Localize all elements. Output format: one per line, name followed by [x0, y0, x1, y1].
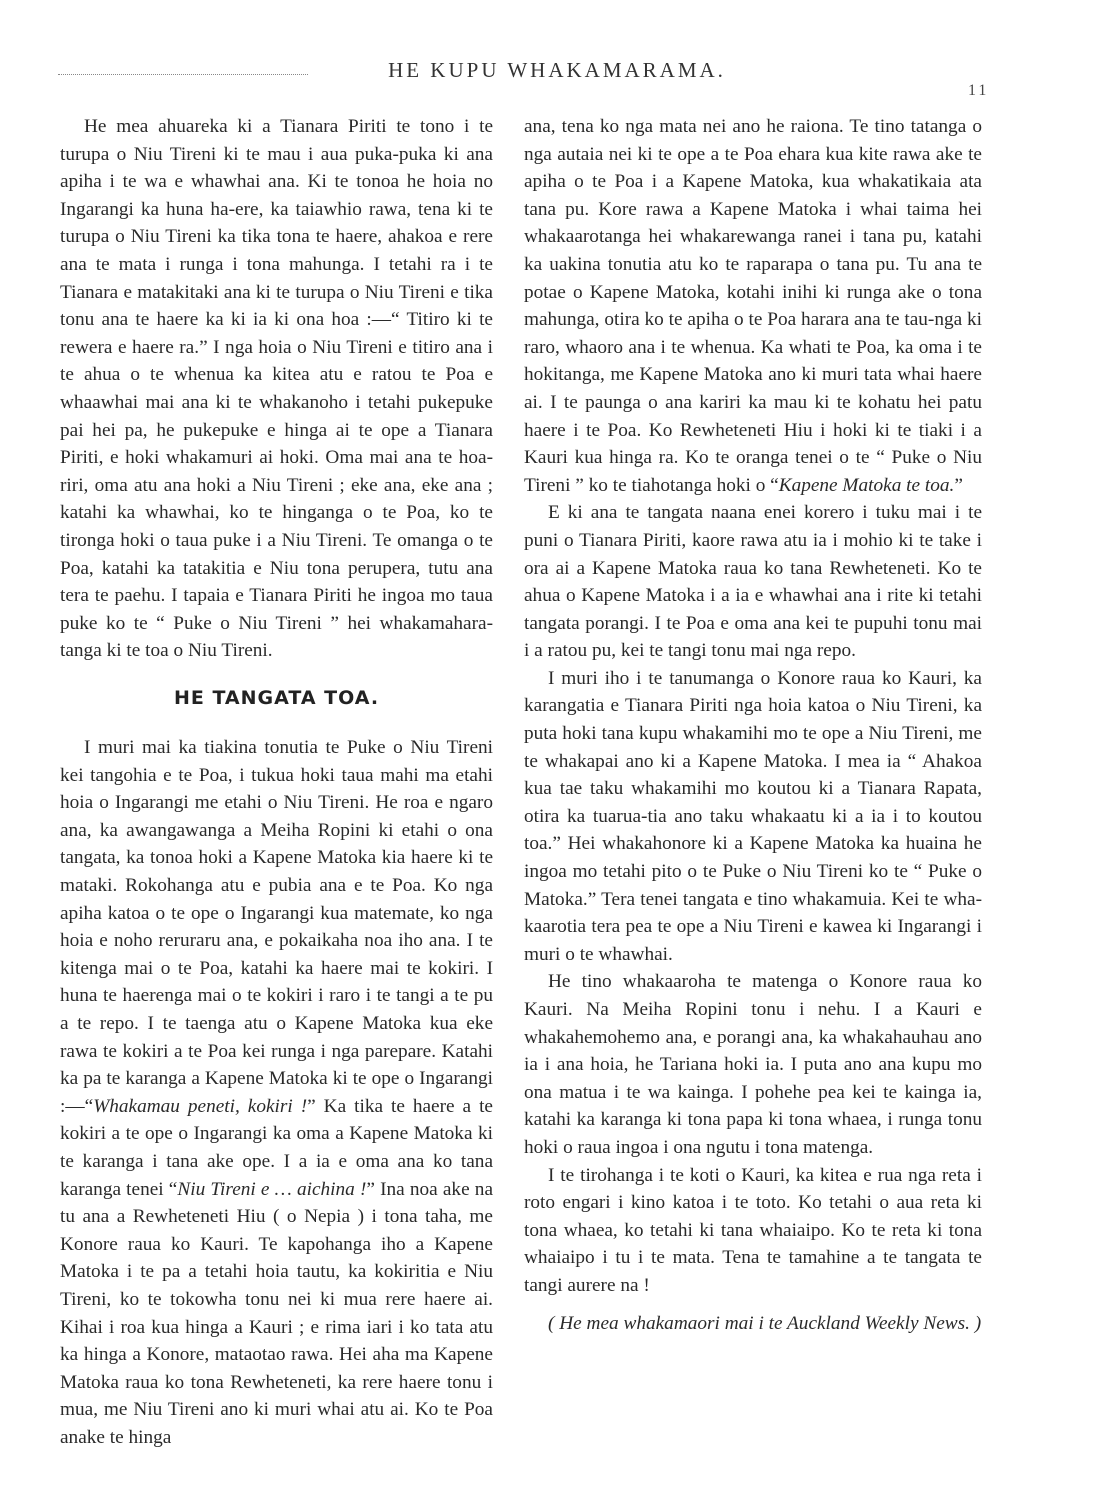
right-column — [524, 113, 982, 1337]
italic-quote: Kapene Matoka te toa. — [778, 474, 955, 496]
italic-quote: Whakamau peneti, kokiri ! — [93, 1095, 308, 1117]
paragraph — [524, 113, 982, 499]
source-note: ( He mea whakamaori mai i te Auckland Weekly News. ) — [548, 1312, 982, 1334]
paragraph: I muri iho i te tanumanga o Konore raua ko Kauri, ka karangatia e Tianara Piriti nga hoia katoa o Niu Tireni, ka puta hoki tana kupu whakamihi mo te ope a Niu Tireni, me te whakapai ano ki a Kapene Matoka. I mea ia “ Ahakoa kua tae taku whakamihi mo koutou ki a Tianara Rapata, otira ka tuarua-tia ano taku whakaatu ki a ia i to koutou toa.” Hei whakahonore ki a Kapene Matoka ka huaina he ingoa mo tetahi pito o te Puke o Niu Tireni ko te “ Puke o Matoka.” Tera tenei tangata e tino whakamuia. Kei te wha-kaarotia tera pea te ope a Niu Tireni e kawea ki Ingarangi i muri o te whawhai. — [524, 667, 982, 965]
section-heading: HE TANGATA TOA. — [173, 686, 380, 709]
paragraph-text: ” Ka tika te haere a te kokiri a te ope o Ingarangi ka oma a Kapene Matoka ki te karanga i tana ake ope. I a ia e oma ana ko tana karanga tenei “ — [60, 1095, 493, 1200]
paragraph-text: ana, tena ko nga mata nei ano he raiona. Te tino tatanga o nga autaia nei ki te ope a te Poa ehara kua kite rawa ake te apiha o te Poa i a Kapene Matoka, kua whakatikaia ata tana pu. Kore rawa a Kapene Matoka i whai taima hei whakaarotanga hei whakarewanga ranei i tana pu, katahi ka uakina tonutia atu ko te raparapa o tana pu. Tu ana te potae o Kapene Matoka, kotahi inihi ki runga ake o tona mahunga, otira ko te apiha o te Poa harara ana te tau-nga ki raro, whaoro ana i te whenua. Ka whati te Poa, ka oma i te hokitanga, me Kapene Matoka ano ki muri tata whai haere ai. I te paunga o ana kariri ka mau ki te kohatu hei patu haere i te Poa. Ko Rewheteneti Hiu i hoki ki te tiaki i a Kauri kua hinga ra. Ko te oranga tenei o te “ Puke o Niu Tireni ” ko te tiahotanga hoki o “ — [524, 116, 982, 496]
paragraph: E ki ana te tangata naana enei korero i tuku mai i te puni o Tianara Piriti, kaore rawa atu ia i mohio ki te take i ora ai a Kapene Matoka raua ko tana Rewheteneti. Ko te ahua o Kapene Matoka i a ia e whawhai ana i rite ki tetahi tangata porangi. I te Poa e oma ana kei te pupuhi tonu mai i a ratou pu, kei te tangi tonu mai nga repo. — [524, 502, 982, 662]
paragraph: He mea ahuareka ki a Tianara Piriti te tono i te turupa o Niu Tireni ki te mau i aua puka-puka ki ana apiha i te wa e whawhai ana. Ki te tonoa he hoia no Ingarangi ka huna ha-ere, ka taiawhio rawa, tena ki te turupa o Niu Tireni ka tika tona te haere, ahakoa e rere ana te mata i runga i tona mahunga. I tetahi ra i te Tianara e matakitaki ana ki te turupa o Niu Tireni e tika tonu ana te haere ka ki ia ki ona hoa :—“ Titiro ki te rewera e haere ra.” I nga hoia o Niu Tireni e titiro ana i te ahua o te whenua ka kitea atu e ratou te Poa e whaawhai mai ana ki te whakanoho i tetahi pukepuke pai hei pa, he pukepuke e hinga ai te ope a Tianara Piriti, e hoki whakamuri ai hoki. Oma mai ana te hoa-riri, oma atu ana hoki a Niu Tireni ; eke ana, eke ana ; katahi ka whawhai, ko te hinganga o te Poa, ko te tironga hoki o taua puke i a Niu Tireni. Te omanga o te Poa, katahi ka tatakitia e Niu tona perupera, tutu ana tera te paehu. I tapaia e Tianara Piriti he ingoa mo taua puke ko te “ Puke o Niu Tireni ” hei whakamahara-tanga ki te toa o Niu Tireni. — [60, 116, 493, 662]
left-column — [60, 113, 493, 1451]
paragraph-text: ” Ina noa ake na tu ana a Rewheteneti Hiu ( o Nepia ) i tona taha, me Konore raua ko Kauri. Te kapohanga iho a Kapene Matoka i te pa a tetahi hoia tautu, ka kokiritia e Niu Tireni, ko te tokowha tonu nei ki mua rere haere ai. Kihai i roa kua hinga a Kauri ; e rima iari i ko tata atu ka hinga a Konore, mataotao rawa. Hei aha ma Kapene Matoka raua ko tona Rewheteneti, ka rere haere tonu i mua, me Niu Tireni ano ki muri whai atu ai. Ko te Poa anake te hinga — [60, 1178, 493, 1448]
italic-quote: Niu Tireni e … aichina ! — [177, 1178, 367, 1200]
paragraph: He tino whakaaroha te matenga o Konore raua ko Kauri. Na Meiha Ropini tonu i nehu. I a Kauri e whakahemohemo ana, e porangi ana, ka whakahauhau ano ia i ana hoia, he Tariana hoki ia. I puta ano ana kupu mo ona matua i te wa kainga. I pohehe pea kei te kainga ia, katahi ka karanga ki tona papa ki tona whaea, i runga tonu hoki o raua ingoa i ona ngutu i tona matenga. — [524, 971, 982, 1158]
paragraph — [60, 734, 493, 1451]
page-header-title: HE KUPU WHAKAMARAMA. — [388, 58, 726, 82]
paragraph: I te tirohanga i te koti o Kauri, ka kitea e rua nga reta i roto engari i kino katoa i te toto. Ko tetahi o aua reta ki tona whaea, ko tetahi ki tana whaiaipo. Ko te reta ki tona whaiaipo i tu i te mata. Tena te tamahine a te tangata te tangi aurere na ! — [524, 1164, 982, 1296]
paragraph-text: I muri mai ka tiakina tonutia te Puke o Niu Tireni kei tangohia e te Poa, i tukua hoki taua mahi ma etahi hoia o Ingarangi me etahi o Niu Tireni. He roa e ngaro ana, ka awangawanga a Meiha Ropini ki etahi o ona tangata, ka tonoa hoki a Kapene Matoka kia haere ki te mataki. Rokohanga atu e pubia ana e te Poa. Ko nga apiha katoa o te ope o Ingarangi kua matemate, ko nga hoia e noho reruraru ana, e pokaikaha noa iho ana. I te kitenga mai o te Poa, katahi ka haere mai te kokiri. I huna te haerenga mai o te kokiri i raro i te tangi a te pu a te repo. I te taenga atu o Kapene Matoka kua eke rawa te kokiri a te Poa kei runga i nga parepare. Katahi ka pa te karanga a Kapene Matoka ki te ope o Ingarangi :—“ — [60, 737, 493, 1117]
page-number: 11 — [968, 82, 990, 99]
paragraph-text: ” — [954, 474, 963, 496]
